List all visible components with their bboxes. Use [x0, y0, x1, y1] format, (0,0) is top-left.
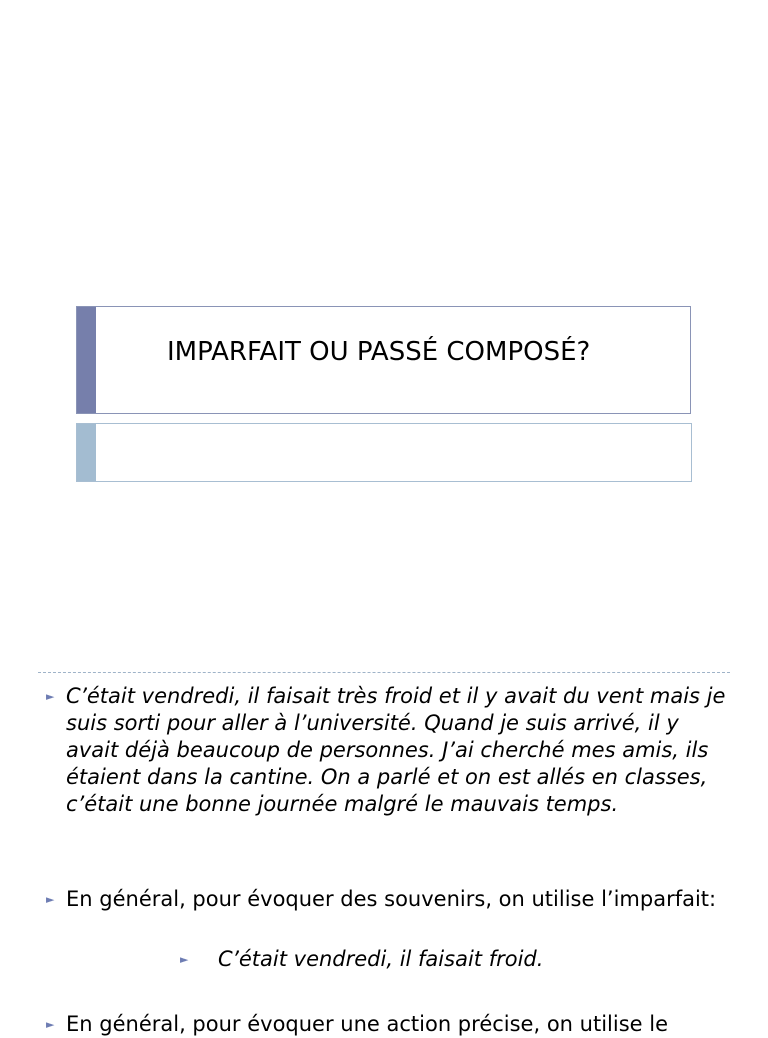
bullet-text: En général, pour évoquer des souvenirs, on utilise l’imparfait:	[66, 887, 717, 911]
title-box	[76, 306, 691, 414]
bullet-item	[46, 886, 736, 913]
triangle-bullet-icon: ►	[46, 893, 55, 906]
page-title: IMPARFAIT OU PASSÉ COMPOSÉ?	[167, 337, 591, 367]
bullet-item	[46, 683, 736, 818]
triangle-bullet-icon: ►	[46, 1018, 55, 1031]
bullet-text: C’était vendredi, il faisait très froid et il y avait du vent mais je suis sorti pour aller à l’université. Quand je suis arrivé, il y avait déjà beaucoup de personnes. J’ai cherché mes amis, ils étaient dans la cantine. On a parlé et on est allés en classes, c’était une bonne journée malgré le mauvais temps.	[66, 684, 726, 816]
title-accent-bar	[77, 307, 96, 413]
triangle-bullet-icon: ►	[46, 690, 55, 703]
sub-bullet-item	[180, 946, 718, 973]
bullet-text: En général, pour évoquer une action précise, on utilise le	[66, 1012, 668, 1036]
bullet-text: C’était vendredi, il faisait froid.	[218, 947, 544, 971]
bullet-item	[46, 1011, 766, 1038]
subtitle-box	[76, 423, 692, 482]
triangle-bullet-icon: ►	[180, 953, 189, 966]
subtitle-accent-bar	[77, 424, 96, 481]
divider	[38, 672, 730, 673]
